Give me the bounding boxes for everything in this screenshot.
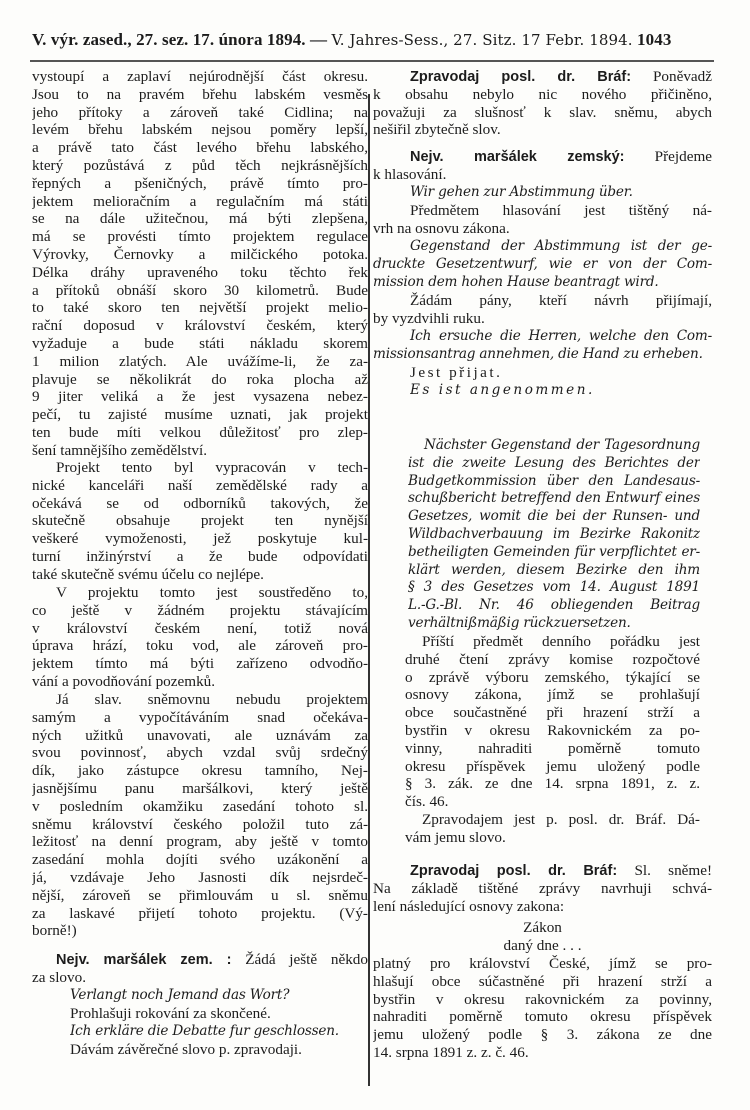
text-line: vyžaduje a bude státi nákladu skorem: [32, 334, 368, 352]
paragraph: [373, 238, 712, 291]
text-line: nické kanceláři naší zemědělské rady a: [32, 476, 368, 494]
paragraph: [405, 811, 700, 847]
text-line: by vyzdvihli ruku.: [373, 309, 485, 327]
text-line: považuji za slušnosť k slav. sněmu, abych: [373, 103, 712, 121]
text-line: ných užitků unavovati, ale uznávám za: [32, 726, 368, 744]
paragraph: [373, 937, 712, 955]
text-line: jektem melioračním a regulačním má státi: [32, 192, 368, 210]
text-line: Zákon: [523, 919, 562, 936]
text-line: Prohlašuji rokování za skončené.: [70, 1005, 271, 1022]
text-line: borně!): [32, 922, 77, 940]
text-line: Předmětem hlasování jest tištěný ná-: [410, 202, 712, 219]
text-line: bystřin v okresu rakovnickém za povinny,: [373, 990, 712, 1008]
text-line: Wildbachverbauung im Bezirke Rakonitz: [408, 525, 700, 542]
text-line: platný pro království České, jímž se pro-: [373, 955, 712, 972]
text-line: který pozůstává z půd těch nejkrásnějších: [32, 156, 368, 174]
text-line: vystoupí a zaplaví nejúrodnější část okresu.: [32, 68, 368, 85]
text-line: nahraditi poměrně tomuto okresu příspěvek: [373, 1008, 712, 1026]
speaker-name: Zpravodaj posl. dr. Bráf:: [410, 863, 618, 879]
text-line: vání a povodňování pozemků.: [32, 672, 216, 690]
text-line: ležitosť na denní program, aby ještě v tomto: [32, 833, 368, 851]
text-line: šení tamnějšího zemědělství.: [32, 441, 208, 459]
paragraph: [70, 987, 370, 1005]
text-line: [373, 148, 712, 166]
text-line: hlašují obce súčastněné při hrazení strží a: [373, 972, 712, 990]
text-line: Verlangt noch Jemand das Wort?: [70, 987, 290, 1003]
speaker-name: Zpravodaj posl. dr. Bráf:: [410, 69, 632, 85]
text-line: V projektu tomto jest soustředěno to,: [56, 584, 368, 601]
text-line: čís. 46.: [405, 793, 449, 811]
text-line: a právě tato část levého břehu labského,: [32, 139, 368, 157]
text-line: missionsantrag annehmen, die Hand zu erheben.: [373, 345, 703, 362]
text-line: o zprávě výboru zemského, týkající se: [405, 668, 700, 686]
text-line: se na dále užitečnou, má býti zlepšena,: [32, 210, 368, 228]
text-line: osnovy zákona, jímž se prohlašují: [405, 686, 700, 704]
text-line: 1 milion zlatých. Ale uvážíme-li, že za-: [32, 352, 368, 370]
header-czech: V. výr. zased., 27. sez. 17. února 1894. —: [32, 30, 328, 49]
text-line: také skutečně svému účelu co nejlépe.: [32, 565, 264, 583]
text-line: schußbericht betreffend den Entwurf eines: [408, 490, 700, 507]
speech-paragraph: [373, 68, 712, 139]
text-line: obce součastněné při hrazení strží a: [405, 704, 700, 722]
line-text: Přejdeme: [654, 148, 712, 165]
text-line: skutečně obsahuje projekt ten nynější: [32, 512, 368, 530]
text-line: rační doposud v království českém, který: [32, 317, 368, 335]
text-line: 14. srpna 1891 z. z. č. 46.: [373, 1043, 529, 1061]
line-text: Sl. sněme!: [634, 862, 712, 879]
running-header: [32, 30, 712, 50]
speech-paragraph: [373, 862, 712, 915]
text-line: sněmu království českého položil tuto zá-: [32, 815, 368, 833]
text-line: vám jemu slovo.: [405, 828, 506, 846]
page-number: 1043: [637, 30, 672, 49]
text-line: bystřin v okresu Rakovnickém za po-: [405, 721, 700, 739]
text-line: Budgetkommission über den Landesaus-: [408, 472, 700, 489]
paragraph: [408, 437, 700, 633]
text-line: betheiligten Gemeinden für verpflichtet er-: [408, 543, 700, 560]
text-line: Wir gehen zur Abstimmung über.: [410, 184, 633, 200]
column-divider: [368, 94, 370, 1086]
text-line: za slovo.: [32, 968, 86, 986]
text-line: Nächster Gegenstand der Tagesordnung: [424, 437, 700, 453]
line-text: Žádá ještě někdo: [245, 951, 368, 968]
text-line: Projekt tento byl vypracován v tech-: [56, 459, 368, 476]
text-line: k hlasování.: [373, 165, 447, 183]
text-line: daný dne . . .: [503, 937, 582, 954]
text-line: Gegenstand der Abstimmung ist der ge-: [410, 238, 712, 254]
text-line: Gesetzes, womit die bei der Runsen- und: [408, 508, 700, 525]
text-line: okresu příspěvek jemu uložený podle: [405, 757, 700, 775]
text-line: lení následující osnovy zakona:: [373, 897, 565, 915]
text-line: za laskavé přijetí tohoto projektu. (Vý-: [32, 904, 368, 922]
text-line: mission dem hohen Hause beantragt wird.: [373, 273, 659, 290]
paragraph: [373, 955, 712, 1062]
text-line: verhältnißmäßig rückzuersetzen.: [408, 614, 631, 631]
text-line: já, vzdávaje Jeho Jasnosti dík nejsrdeč-: [32, 868, 368, 886]
text-line: Já slav. sněmovnu nebudu projektem: [56, 691, 368, 708]
text-line: jemu uložený podle § 3. zákona ze dne: [373, 1026, 712, 1044]
text-line: Jsou to na pravém břehu labském vesměs: [32, 85, 368, 103]
paragraph: [32, 68, 368, 460]
text-line: Příští předmět denního pořádku jest: [422, 633, 700, 650]
line-text: Poněvadž: [652, 68, 712, 85]
paragraph: [70, 1023, 370, 1041]
text-line: L.-G.-Bl. Nr. 46 obliegenden Beitrag: [408, 597, 700, 614]
text-line: jeho přítoky a zároveň také Cidlina; na: [32, 103, 368, 121]
speaker-name: Nejv. maršálek zem. :: [56, 952, 232, 968]
text-line: veškeré vymoženosti, jež poskytuje kul-: [32, 530, 368, 548]
text-line: jasnějšímu panu maršálkovi, který ještě: [32, 779, 368, 797]
paragraph: [373, 919, 712, 937]
text-line: nešiřil zbytečně slov.: [373, 121, 501, 139]
text-line: turní inžinýrství a že bude odpovídati: [32, 547, 368, 565]
header-rule: [30, 60, 714, 62]
text-line: druckte Gesetzentwurf, wie er von der Com-: [373, 255, 712, 272]
speech-paragraph: [32, 951, 368, 987]
text-line: samým a vypočítáváním snad očekáva-: [32, 708, 368, 726]
text-line: druhé čtení zprávy komise rozpočtové: [405, 650, 700, 668]
text-line: [32, 951, 368, 969]
text-line: očekává se od odborníků takových, že: [32, 494, 368, 512]
text-line: § 3. zák. ze dne 14. srpna 1891, z. z.: [405, 775, 700, 793]
paragraph: [70, 1041, 370, 1059]
paragraph: [405, 633, 700, 811]
text-line: Dávám závěrečné slovo p. zpravodaji.: [70, 1041, 302, 1058]
text-line: dík, jako zástupce okresu tamního, Nej-: [32, 762, 368, 780]
text-line: Jest přijat.: [410, 364, 503, 381]
text-line: [373, 68, 712, 86]
text-line: a přítoků obnáší skoro 30 kilometrů. Bude: [32, 281, 368, 299]
text-line: ist die zweite Lesung des Berichtes der: [408, 454, 700, 471]
text-line: [373, 862, 712, 880]
text-line: Ich ersuche die Herren, welche den Com-: [410, 328, 712, 344]
text-line: nější, zároveň se přimlouvám u sl. sněmu: [32, 886, 368, 904]
text-line: 9 jiter veliká a že jest vysazena nebez-: [32, 388, 368, 406]
text-line: má se provésti tímto projektem regulace: [32, 228, 368, 246]
paragraph: [373, 292, 712, 328]
text-line: řepných a pšeničných, právě tímto pro-: [32, 174, 368, 192]
text-line: zasedání mohla dojíti svého uzákonění a: [32, 851, 368, 869]
speech-paragraph: [373, 148, 712, 184]
text-line: § 3 des Gesetzes vom 14. August 1891: [408, 579, 700, 596]
text-line: Es ist angenommen.: [410, 382, 595, 398]
text-line: co ještě v žádném projektu stávajícím: [32, 601, 368, 619]
text-line: úprava hrází, toku vod, ale zároveň pro-: [32, 637, 368, 655]
text-line: v posledním okamžiku zasedání tohoto sl.: [32, 797, 368, 815]
text-line: levém břehu labském nejsou poměry lepší,: [32, 121, 368, 139]
paragraph: [373, 328, 712, 364]
header-german: V. Jahres-Sess., 27. Sitz. 17 Febr. 1894.: [331, 31, 633, 49]
text-line: v království českém není, totiž nová: [32, 619, 368, 637]
paragraph: [32, 691, 368, 940]
text-line: vinny, nahraditi poměrně tomuto: [405, 739, 700, 757]
speaker-name: Nejv. maršálek zemský:: [410, 149, 625, 165]
paragraph: [410, 184, 710, 202]
text-line: plavuje se několikrát do roka plocha až: [32, 370, 368, 388]
text-line: vrh na osnovu zákona.: [373, 219, 510, 237]
text-line: svou povinnosť, abych vzdal svůj srdečný: [32, 744, 368, 762]
paragraph: [70, 1005, 370, 1023]
text-line: k obsahu nebylo nic nového přičiněno,: [373, 85, 712, 103]
text-line: Zpravodajem jest p. posl. dr. Bráf. Dá-: [422, 811, 700, 828]
text-line: Výrovky, Černovky a milčického potoka.: [32, 245, 368, 263]
text-line: ten bude míti velkou důležitosť pro zlep-: [32, 423, 368, 441]
text-line: jektem tímto má býti zařízeno odvodňo-: [32, 655, 368, 673]
text-line: Na základě tištěné zprávy navrhuji schvá-: [373, 879, 712, 897]
paragraph: [410, 364, 710, 382]
text-line: klärt werden, diesem Bezirke den ihm: [408, 561, 700, 578]
paragraph: [410, 382, 710, 400]
text-line: to také skoro ten největší projekt melio-: [32, 299, 368, 317]
text-line: Ich erkläre die Debatte fur geschlossen.: [70, 1023, 339, 1039]
text-line: Délka dráhy upraveného toku těchto řek: [32, 263, 368, 281]
text-line: Žádám pány, kteří návrh přijímají,: [410, 292, 712, 309]
paragraph: [32, 459, 368, 584]
paragraph: [32, 584, 368, 691]
paragraph: [373, 202, 712, 238]
text-line: pečí, tu zajisté musíme uznati, jak projekt: [32, 406, 368, 424]
